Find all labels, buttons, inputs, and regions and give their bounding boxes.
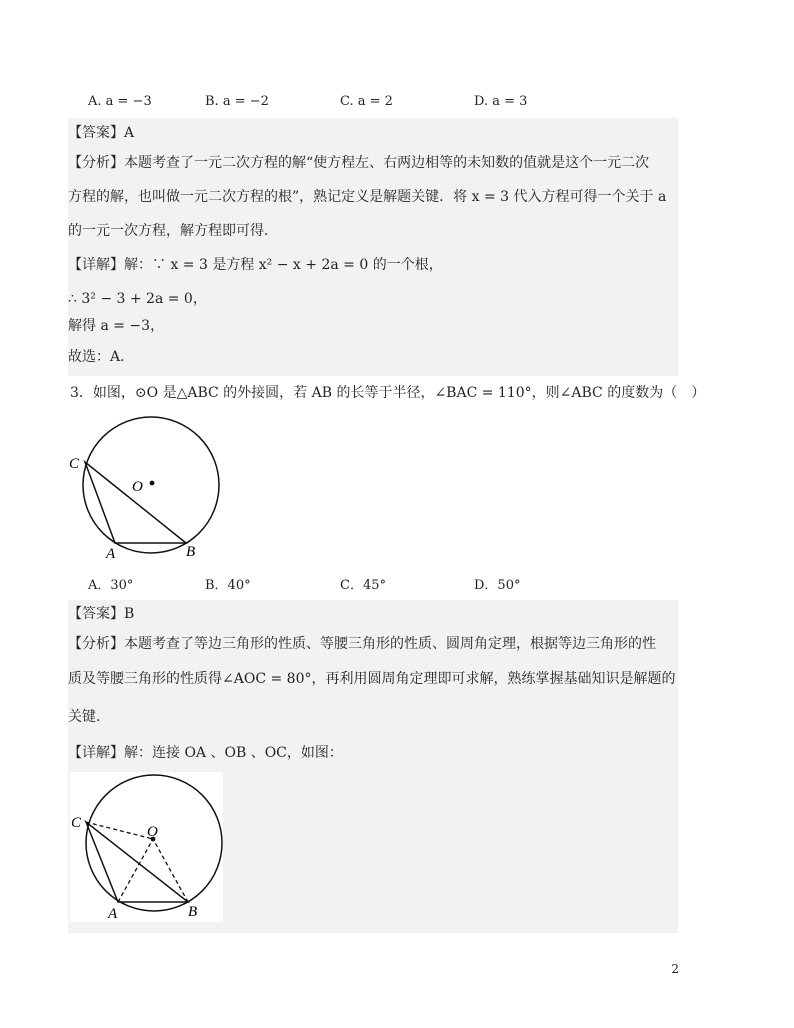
q3-option-a: A．30° xyxy=(88,578,134,593)
q2-option-a: A. a = −3 xyxy=(88,94,152,109)
q3-analysis-line-3: 关键． xyxy=(68,709,110,725)
q2-answer-label: 【答案】A xyxy=(68,125,135,141)
q3-analysis-line-2: 质及等腰三角形的性质得∠AOC = 80°，再利用圆周角定理即可求解，熟练掌握基础知识是解题的 xyxy=(68,671,676,687)
label-o: O xyxy=(132,479,143,495)
q2-detail-line-2: ∴ 3² − 3 + 2a = 0， xyxy=(68,291,207,307)
q3-detail-figure xyxy=(70,772,223,922)
q3-option-b: B．40° xyxy=(205,578,251,593)
q3-stem: 3．如图，⊙O 是△ABC 的外接圆，若 AB 的长等于半径，∠BAC = 110°，则∠ABC 的度数为（ ） xyxy=(70,385,706,401)
q2-analysis-line-1: 【分析】本题考查了一元二次方程的解“使方程左、右两边相等的未知数的值就是这个一元二次 xyxy=(68,155,650,171)
q2-detail-line-1: 【详解】解：∵ x = 3 是方程 x² − x + 2a = 0 的一个根， xyxy=(68,257,443,273)
detail-label-c: C xyxy=(71,815,82,831)
q3-answer-label: 【答案】B xyxy=(68,606,135,622)
label-b: B xyxy=(186,544,196,560)
q2-detail-line-4: 故选：A． xyxy=(68,349,135,365)
q2-option-c: C. a = 2 xyxy=(340,94,393,109)
q2-option-d: D. a = 3 xyxy=(474,94,528,109)
center-point xyxy=(150,481,155,486)
q2-analysis-line-3: 的一元一次方程，解方程即可得． xyxy=(68,223,278,239)
label-c: C xyxy=(69,456,80,472)
detail-label-b: B xyxy=(188,904,198,920)
q3-option-d: D．50° xyxy=(474,578,521,593)
q3-detail-line-1: 【详解】解：连接 OA 、OB 、OC，如图： xyxy=(68,745,343,761)
detail-circumcircle xyxy=(86,775,222,911)
detail-triangle-abc xyxy=(86,822,188,902)
q3-detail-figure-bg xyxy=(70,772,223,922)
q2-answer-block xyxy=(68,118,678,376)
label-a: A xyxy=(106,546,116,562)
q2-option-b: B. a = −2 xyxy=(205,94,269,109)
segment-ob xyxy=(153,839,188,902)
q3-analysis-line-1: 【分析】本题考查了等边三角形的性质、等腰三角形的性质、圆周角定理，根据等边三角形的性 xyxy=(68,636,656,652)
detail-label-o: O xyxy=(147,824,158,840)
q3-option-c: C．45° xyxy=(340,578,386,593)
detail-label-a: A xyxy=(108,906,118,922)
q2-detail-line-3: 解得 a = −3， xyxy=(68,318,165,334)
page-number: 2 xyxy=(671,962,679,976)
q3-answer-block xyxy=(68,600,678,933)
q3-figure xyxy=(66,410,236,570)
q2-analysis-line-2: 方程的解，也叫做一元二次方程的根”，熟记定义是解题关键．将 x = 3 代入方程可得一个关于 a xyxy=(68,189,667,205)
